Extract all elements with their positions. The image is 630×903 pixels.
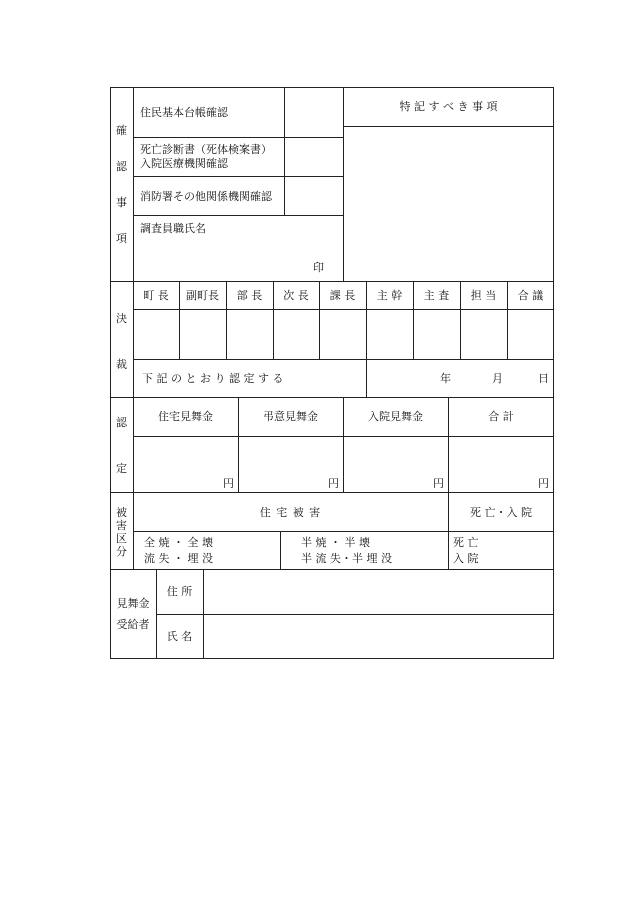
confirm-label-3: 事 <box>116 196 127 209</box>
role-section-chief: 課 長 <box>329 289 356 302</box>
damage-label-3: 区 <box>116 532 127 545</box>
confirm-label-1: 確 <box>116 124 127 137</box>
confirm-label-2: 認 <box>116 160 127 173</box>
address-label: 住 所 <box>166 585 193 598</box>
relief-form <box>110 87 554 659</box>
death-certificate-check-line2: 入院医療機関確認 <box>140 157 228 170</box>
role-inspector: 主 査 <box>423 289 450 302</box>
total-burn-collapse: 全 焼 ・ 全 壊 <box>144 536 213 549</box>
approval-day: 日 <box>538 372 549 385</box>
confirm-label-4: 項 <box>116 232 127 245</box>
approval-statement: 下 記 の と お り 認 定 す る <box>142 372 284 385</box>
condolence-yen: 円 <box>328 477 339 490</box>
hospitalization-option: 入 院 <box>453 552 479 565</box>
half-burn-collapse: 半 焼 ・ 半 壊 <box>301 536 370 549</box>
recipient-label-line2: 受給者 <box>116 618 150 631</box>
role-mayor: 町 長 <box>143 289 169 302</box>
seal-mark: 印 <box>313 261 324 274</box>
half-washed-buried: 半 流 失・半 埋 没 <box>301 552 392 565</box>
condolence-relief-header: 弔意見舞金 <box>263 410 318 423</box>
special-notes-heading: 特 記 す べ き 事 項 <box>399 100 498 113</box>
role-deputy-mayor: 副町長 <box>186 289 219 302</box>
role-senior-officer: 主 幹 <box>376 289 403 302</box>
decision-label-1: 決 <box>116 312 127 325</box>
housing-damage-header: 住 宅 被 害 <box>259 506 322 519</box>
approval-year: 年 <box>440 372 451 385</box>
decision-label-2: 裁 <box>116 358 127 371</box>
name-label: 氏 名 <box>166 630 193 643</box>
cert-label-1: 認 <box>116 416 127 429</box>
fire-station-check: 消防署その他関係機関確認 <box>140 190 272 203</box>
housing-yen: 円 <box>223 477 234 490</box>
investigator-name: 調査員職氏名 <box>140 222 206 235</box>
role-department-head: 部 長 <box>236 289 263 302</box>
role-staff: 担 当 <box>470 289 497 302</box>
total-header: 合 計 <box>488 410 514 423</box>
resident-registry-check: 住民基本台帳確認 <box>140 106 228 119</box>
damage-label-4: 分 <box>116 545 127 558</box>
role-consultation: 合 議 <box>517 289 544 302</box>
washed-buried: 流 失 ・ 埋 没 <box>144 552 213 565</box>
cert-label-2: 定 <box>116 462 127 475</box>
damage-label-2: 害 <box>116 519 127 532</box>
death-certificate-check-line1: 死亡診断書（死体検案書） <box>140 143 272 156</box>
housing-relief-header: 住宅見舞金 <box>158 410 213 423</box>
hospital-yen: 円 <box>433 477 444 490</box>
role-deputy-head: 次 長 <box>283 289 309 302</box>
recipient-label-line1: 見舞金 <box>116 597 150 610</box>
approval-month: 月 <box>492 372 503 385</box>
death-hospital-header: 死 亡・入 院 <box>470 506 532 519</box>
damage-label-1: 被 <box>116 506 127 519</box>
hospital-relief-header: 入院見舞金 <box>368 410 423 423</box>
total-yen: 円 <box>538 477 549 490</box>
death-option: 死 亡 <box>453 536 479 549</box>
